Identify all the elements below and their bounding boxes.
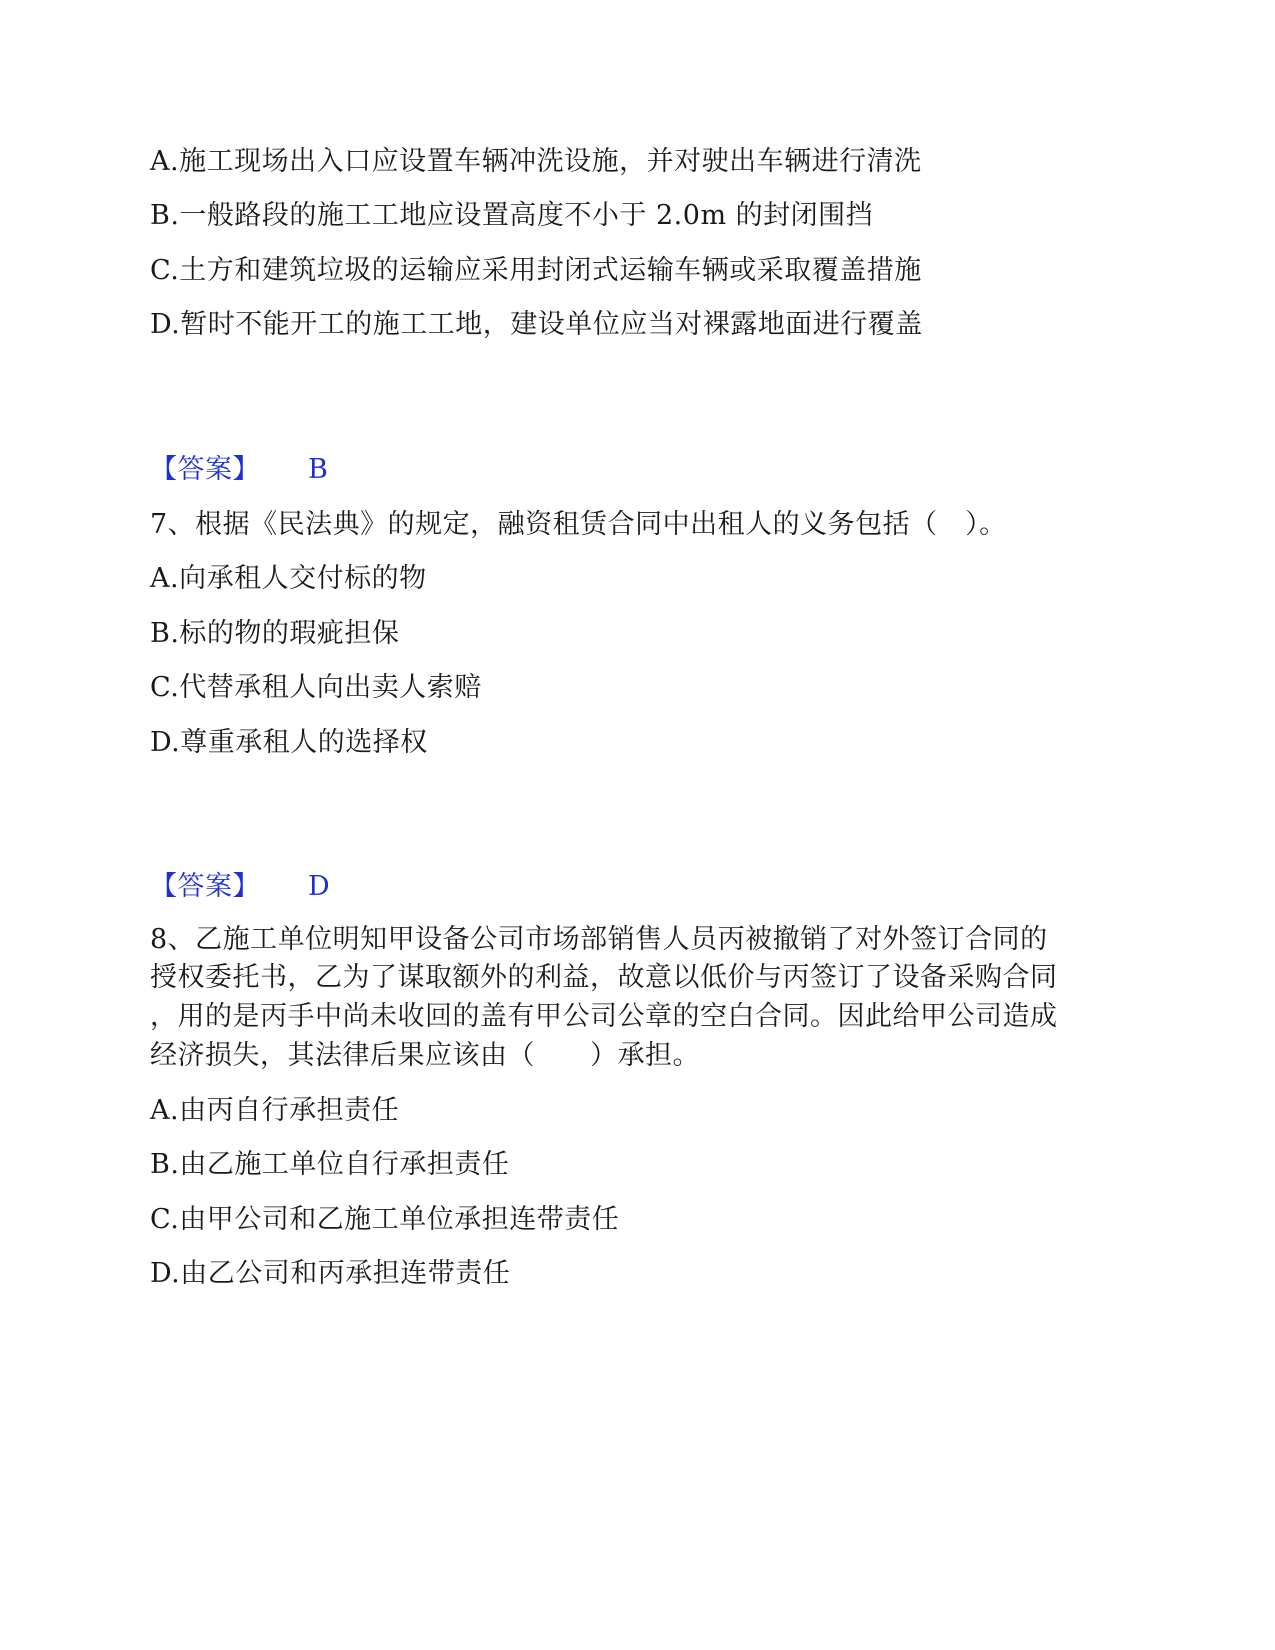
q6-option-d: D.暂时不能开工的施工工地，建设单位应当对裸露地面进行覆盖: [150, 309, 923, 340]
q7-stem: 7、根据《民法典》的规定，融资租赁合同中出租人的义务包括（ ）。: [150, 509, 1007, 540]
q7-option-d: D.尊重承租人的选择权: [150, 727, 428, 758]
answer-label: 【答案】: [150, 871, 260, 902]
q6-option-b: B.一般路段的施工工地应设置高度不小于 2.0m 的封闭围挡: [150, 200, 874, 231]
q6-option-c: C.土方和建筑垃圾的运输应采用封闭式运输车辆或采取覆盖措施: [150, 255, 922, 286]
q8-stem-line: 授权委托书，乙为了谋取额外的利益，故意以低价与丙签订了设备采购合同: [150, 962, 1058, 993]
q7-option-a: A.向承租人交付标的物: [150, 563, 427, 594]
q6-option-a: A.施工现场出入口应设置车辆冲洗设施，并对驶出车辆进行清洗: [150, 146, 922, 177]
answer-value: B: [308, 454, 329, 485]
q7-option-c: C.代替承租人向出卖人索赔: [150, 672, 482, 703]
q7-option-b: B.标的物的瑕疵担保: [150, 618, 400, 649]
q8-option-c: C.由甲公司和乙施工单位承担连带责任: [150, 1204, 620, 1235]
q8-stem-line: 经济损失，其法律后果应该由（ ）承担。: [150, 1040, 700, 1071]
q8-option-a: A.由丙自行承担责任: [150, 1095, 400, 1126]
q8-option-b: B.由乙施工单位自行承担责任: [150, 1149, 510, 1180]
answer-label: 【答案】: [150, 454, 260, 485]
q7-answer: [150, 871, 1150, 903]
q8-option-d: D.由乙公司和丙承担连带责任: [150, 1258, 511, 1289]
q8-stem-line: 8、乙施工单位明知甲设备公司市场部销售人员丙被撤销了对外签订合同的: [150, 924, 1048, 955]
q6-answer: [150, 454, 1150, 486]
answer-value: D: [308, 871, 331, 902]
q8-stem-line: ，用的是丙手中尚未收回的盖有甲公司公章的空白合同。因此给甲公司造成: [150, 1001, 1058, 1032]
